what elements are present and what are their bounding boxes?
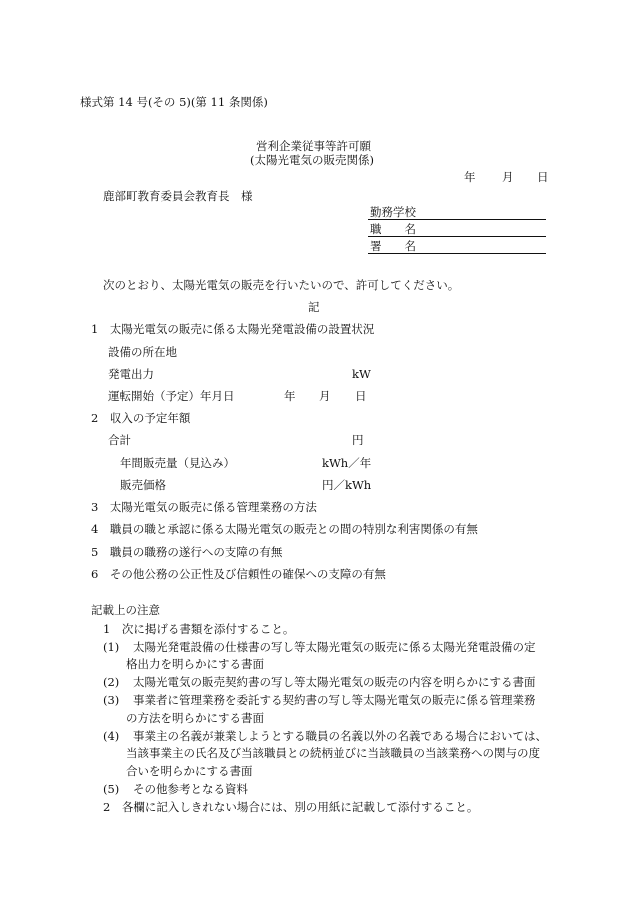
date-year-label: 年 [464, 170, 476, 184]
item-2-price: 販売価格 [120, 478, 166, 492]
note-1: 1 次に掲げる書類を添付すること。 [103, 622, 295, 636]
item-1-output: 発電出力 [108, 367, 154, 381]
note-1-sub-4-line-3: 合いを明らかにする書面 [126, 764, 253, 778]
workplace-line [368, 219, 546, 220]
note-1-sub-2-line-1: 太陽光電気の販売契約書の写し等太陽光電気の販売の内容を明らかにする書面 [133, 675, 536, 689]
item-2-annual-sales-unit: kWh／年 [322, 456, 372, 470]
item-3-heading: 3 太陽光電気の販売に係る管理業務の方法 [91, 500, 317, 514]
date-month-label: 月 [502, 170, 514, 184]
note-1-sub-5-number: (5) [103, 782, 120, 796]
note-1-sub-3-line-2: の方法を明らかにする書面 [126, 711, 264, 725]
form-number: 様式第 14 号(その 5)(第 11 条関係) [80, 95, 268, 109]
name-label: 署 名 [370, 239, 416, 253]
name-line [368, 253, 546, 254]
item-2-annual-sales: 年間販売量（見込み） [120, 456, 235, 470]
note-1-sub-1-line-2: 格出力を明らかにする書面 [126, 657, 264, 671]
note-1-sub-5-line-1: その他参考となる資料 [133, 782, 248, 796]
item-2-total-unit: 円 [352, 433, 364, 447]
item-2-total: 合計 [108, 433, 131, 447]
document-title: 営利企業従事等許可願 [256, 139, 371, 153]
position-label: 職 名 [370, 222, 416, 236]
workplace-label: 勤務学校 [370, 205, 416, 219]
note-1-sub-1-line-1: 太陽光発電設備の仕様書の写し等太陽光電気の販売に係る太陽光発電設備の定 [133, 640, 536, 654]
item-2-price-unit: 円／kWh [322, 478, 372, 492]
item-1-start-month: 月 [319, 389, 331, 403]
date-day-label: 日 [537, 170, 549, 184]
item-1-heading: 1 太陽光電気の販売に係る太陽光発電設備の設置状況 [91, 322, 375, 336]
ki-marker: 記 [308, 300, 320, 314]
item-1-start-day: 日 [355, 389, 367, 403]
item-5-heading: 5 職員の職務の遂行への支障の有無 [91, 545, 283, 559]
item-1-start-date: 運転開始（予定）年月日 [108, 389, 235, 403]
note-2: 2 各欄に記入しきれない場合には、別の用紙に記載して添付すること。 [103, 800, 479, 814]
addressee: 鹿部町教育委員会教育長 様 [103, 189, 253, 203]
item-1-location: 設備の所在地 [108, 345, 177, 359]
item-2-heading: 2 収入の予定年額 [91, 411, 191, 425]
request-text: 次のとおり、太陽光電気の販売を行いたいので、許可してください。 [103, 278, 460, 292]
note-1-sub-4-line-1: 事業主の名義が兼業しようとする職員の名義以外の名義である場合においては、 [133, 729, 547, 743]
item-6-heading: 6 その他公務の公正性及び信頼性の確保への支障の有無 [91, 567, 386, 581]
note-1-sub-2-number: (2) [103, 675, 120, 689]
item-4-heading: 4 職員の職と承認に係る太陽光電気の販売との間の特別な利害関係の有無 [91, 522, 478, 536]
notes-heading: 記載上の注意 [91, 603, 160, 617]
note-1-sub-4-number: (4) [103, 729, 120, 743]
document-subtitle: (太陽光電気の販売関係) [250, 153, 374, 167]
item-1-output-unit: kW [352, 367, 371, 381]
position-line [368, 236, 546, 237]
note-1-sub-1-number: (1) [103, 640, 120, 654]
item-1-start-year: 年 [284, 389, 296, 403]
note-1-sub-4-line-2: 当該事業主の氏名及び当該職員との続柄並びに当該職員の当該業務への関与の度 [126, 746, 540, 760]
note-1-sub-3-line-1: 事業者に管理業務を委託する契約書の写し等太陽光電気の販売に係る管理業務 [133, 693, 536, 707]
note-1-sub-3-number: (3) [103, 693, 120, 707]
